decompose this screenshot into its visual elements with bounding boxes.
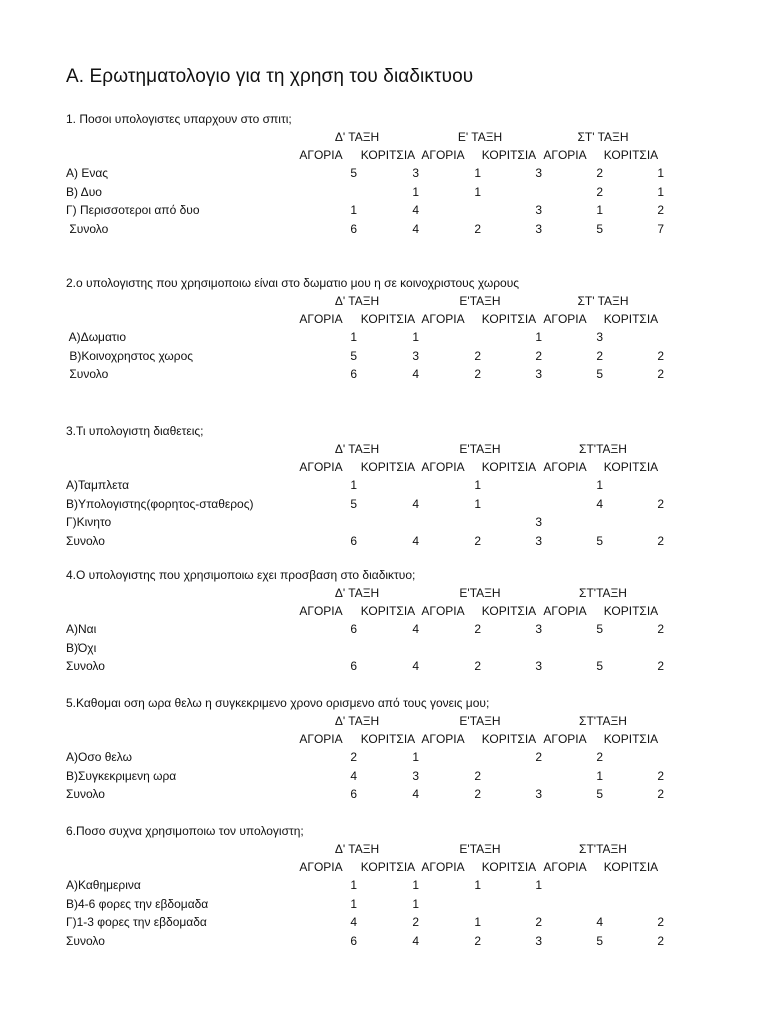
gender-header: ΚΟΡΙΤΣΙΑ	[481, 460, 537, 474]
table-row	[0, 166, 768, 184]
row-label: Α)Δωματιο	[66, 330, 126, 344]
table-row	[0, 478, 768, 496]
table-cell: 2	[657, 768, 664, 783]
table-cell: 1	[350, 478, 357, 492]
table-cell: 4	[596, 915, 603, 929]
table-cell: 5	[350, 496, 357, 511]
table-cell: 2	[657, 367, 664, 381]
row-label: Β)4-6 φορες την εβδομαδα	[66, 896, 209, 911]
row-label: Συνολο	[66, 933, 105, 948]
table-row	[0, 878, 768, 896]
grade-header: Ε'ΤΑΞΗ	[459, 586, 501, 600]
table-cell: 2	[412, 915, 419, 929]
table-cell: 2	[474, 221, 481, 236]
table-cell: 5	[596, 221, 603, 236]
gender-header: ΚΟΡΙΤΣΙΑ	[481, 148, 537, 162]
table-cell: 1	[596, 203, 603, 217]
table-cell: 3	[535, 515, 542, 529]
table-cell: 4	[596, 496, 603, 511]
table-cell: 5	[350, 166, 357, 180]
table-cell: 4	[412, 496, 419, 511]
row-label: Συνολο	[66, 533, 105, 548]
table-row	[0, 750, 768, 768]
gender-header: ΚΟΡΙΤΣΙΑ	[603, 604, 659, 618]
table-cell: 3	[535, 659, 542, 673]
question-section-6	[0, 824, 768, 964]
gender-header: ΚΟΡΙΤΣΙΑ	[603, 732, 659, 746]
table-cell: 1	[350, 330, 357, 344]
table-cell: 3	[535, 622, 542, 636]
table-cell: 6	[350, 659, 357, 673]
grade-header: ΣΤ' ΤΑΞΗ	[577, 294, 629, 308]
grade-header: Δ' ΤΑΞΗ	[334, 294, 380, 308]
gender-header: ΚΟΡΙΤΣΙΑ	[360, 860, 416, 874]
table-cell: 2	[535, 915, 542, 929]
table-row	[0, 330, 768, 348]
table-cell: 1	[412, 896, 419, 911]
question-text: 2.ο υπολογιστης που χρησιμοποιω είναι στο δωματιο μου η σε κοινοχριστους χωρους	[66, 276, 520, 290]
table-cell: 1	[474, 166, 481, 180]
table-cell: 1	[596, 768, 603, 783]
table-row	[0, 769, 768, 787]
table-cell: 1	[412, 184, 419, 199]
grade-header: ΣΤ'ΤΑΞΗ	[579, 442, 627, 456]
question-section-2	[0, 276, 768, 416]
gender-header: ΑΓΟΡΙΑ	[299, 148, 343, 162]
grade-header: Δ' ΤΑΞΗ	[334, 714, 380, 728]
table-cell: 4	[412, 533, 419, 548]
table-cell: 2	[535, 750, 542, 764]
gender-header: ΑΓΟΡΙΑ	[299, 860, 343, 874]
gender-header: ΚΟΡΙΤΣΙΑ	[603, 312, 659, 326]
table-cell: 2	[657, 659, 664, 673]
table-cell: 2	[474, 768, 481, 783]
table-cell: 1	[412, 878, 419, 892]
row-label: Γ)1-3 φορες την εβδομαδα	[66, 915, 207, 929]
question-text: 6.Ποσο συχνα χρησιμοποιω τον υπολογιστη;	[66, 824, 304, 838]
question-section-3	[0, 424, 768, 564]
table-row	[0, 622, 768, 640]
table-cell: 2	[657, 203, 664, 217]
grade-header: Ε'ΤΑΞΗ	[459, 442, 501, 456]
table-cell: 3	[535, 221, 542, 236]
gender-header: ΑΓΟΡΙΑ	[543, 148, 587, 162]
grade-header: ΣΤ'ΤΑΞΗ	[579, 586, 627, 600]
gender-header: ΑΓΟΡΙΑ	[543, 604, 587, 618]
table-cell: 6	[350, 622, 357, 636]
table-cell: 2	[474, 348, 481, 363]
grade-header: Ε'ΤΑΞΗ	[459, 294, 501, 308]
table-row	[0, 222, 768, 240]
table-cell: 2	[657, 915, 664, 929]
table-cell: 4	[412, 659, 419, 673]
row-label: Β) Δυο	[66, 184, 102, 199]
gender-header: ΑΓΟΡΙΑ	[421, 732, 465, 746]
grade-header: Ε'ΤΑΞΗ	[459, 714, 501, 728]
table-cell: 1	[657, 166, 664, 180]
table-cell: 1	[350, 896, 357, 911]
gender-header: ΑΓΟΡΙΑ	[299, 312, 343, 326]
table-cell: 3	[535, 367, 542, 381]
table-cell: 1	[596, 478, 603, 492]
gender-header: ΑΓΟΡΙΑ	[299, 604, 343, 618]
table-cell: 3	[412, 768, 419, 783]
question-text: 3.Τι υπολογιστη διαθετεις;	[66, 424, 204, 438]
table-cell: 6	[350, 533, 357, 548]
grade-header: Δ' ΤΑΞΗ	[334, 442, 380, 456]
table-cell: 7	[657, 221, 664, 236]
gender-header: ΑΓΟΡΙΑ	[421, 460, 465, 474]
table-cell: 2	[350, 750, 357, 764]
gender-header: ΚΟΡΙΤΣΙΑ	[360, 732, 416, 746]
gender-header: ΚΟΡΙΤΣΙΑ	[603, 460, 659, 474]
grade-header: ΣΤ'ΤΑΞΗ	[579, 842, 627, 856]
row-label: Β)Κοινοχρηστος χωρος	[66, 348, 194, 363]
row-label: Α)Ταμπλετα	[66, 478, 129, 492]
table-cell: 2	[596, 184, 603, 199]
row-label: Συνολο	[66, 659, 105, 673]
table-row	[0, 367, 768, 385]
table-cell: 2	[535, 348, 542, 363]
table-cell: 3	[535, 203, 542, 217]
row-label: Γ) Περισσοτεροι από δυο	[66, 203, 200, 217]
table-cell: 1	[474, 496, 481, 511]
grade-header: ΣΤ'ΤΑΞΗ	[579, 714, 627, 728]
gender-header: ΑΓΟΡΙΑ	[421, 148, 465, 162]
question-section-1	[0, 112, 768, 252]
grade-header: ΣΤ' ΤΑΞΗ	[577, 130, 629, 144]
table-cell: 3	[535, 933, 542, 948]
table-cell: 3	[535, 787, 542, 801]
gender-header: ΚΟΡΙΤΣΙΑ	[603, 860, 659, 874]
table-cell: 2	[657, 787, 664, 801]
table-cell: 6	[350, 221, 357, 236]
table-cell: 5	[596, 533, 603, 548]
table-cell: 5	[596, 787, 603, 801]
gender-header: ΚΟΡΙΤΣΙΑ	[481, 732, 537, 746]
question-section-4	[0, 568, 768, 708]
table-cell: 5	[596, 367, 603, 381]
table-cell: 2	[474, 659, 481, 673]
gender-header: ΚΟΡΙΤΣΙΑ	[360, 312, 416, 326]
table-row	[0, 659, 768, 677]
row-label: Γ)Κινητο	[66, 515, 112, 529]
table-cell: 1	[412, 330, 419, 344]
table-cell: 2	[474, 933, 481, 948]
table-cell: 4	[412, 221, 419, 236]
question-text: 1. Ποσοι υπολογιστες υπαρχουν στο σπιτι;	[66, 112, 292, 126]
table-cell: 4	[412, 367, 419, 381]
table-row	[0, 203, 768, 221]
grade-header: Δ' ΤΑΞΗ	[334, 586, 380, 600]
table-cell: 6	[350, 933, 357, 948]
table-cell: 1	[350, 878, 357, 892]
row-label: Β)Συγκεκριμενη ωρα	[66, 768, 177, 783]
table-cell: 4	[350, 915, 357, 929]
table-cell: 2	[474, 533, 481, 548]
question-text: 5.Καθομαι οση ωρα θελω η συγκεκριμενο χρονο ορισμενο από τους γονεις μου;	[66, 696, 490, 710]
table-cell: 1	[474, 184, 481, 199]
table-cell: 2	[657, 496, 664, 511]
table-cell: 3	[535, 166, 542, 180]
table-cell: 5	[350, 348, 357, 363]
table-row	[0, 934, 768, 952]
grade-header: Δ' ΤΑΞΗ	[334, 130, 380, 144]
table-cell: 4	[412, 933, 419, 948]
row-label: Β)Όχι	[66, 640, 97, 655]
gender-header: ΚΟΡΙΤΣΙΑ	[481, 604, 537, 618]
gender-header: ΑΓΟΡΙΑ	[543, 312, 587, 326]
gender-header: ΑΓΟΡΙΑ	[299, 460, 343, 474]
gender-header: ΚΟΡΙΤΣΙΑ	[481, 312, 537, 326]
table-cell: 1	[474, 878, 481, 892]
row-label: Α)Ναι	[66, 622, 97, 636]
question-text: 4.Ο υπολογιστης που χρησιμοποιω εχει προσβαση στο διαδικτυο;	[66, 568, 416, 582]
table-cell: 3	[412, 166, 419, 180]
table-cell: 4	[412, 787, 419, 801]
table-cell: 2	[596, 166, 603, 180]
table-row	[0, 915, 768, 933]
table-cell: 5	[596, 659, 603, 673]
table-cell: 3	[412, 348, 419, 363]
table-cell: 6	[350, 787, 357, 801]
gender-header: ΑΓΟΡΙΑ	[543, 860, 587, 874]
table-cell: 4	[350, 768, 357, 783]
gender-header: ΑΓΟΡΙΑ	[421, 860, 465, 874]
table-cell: 1	[474, 478, 481, 492]
table-row	[0, 185, 768, 203]
table-cell: 1	[350, 203, 357, 217]
table-row	[0, 534, 768, 552]
row-label: Συνολο	[66, 367, 109, 381]
table-row	[0, 349, 768, 367]
grade-header: Ε'ΤΑΞΗ	[459, 842, 501, 856]
gender-header: ΑΓΟΡΙΑ	[299, 732, 343, 746]
table-cell: 3	[596, 330, 603, 344]
gender-header: ΑΓΟΡΙΑ	[421, 312, 465, 326]
grade-header: Δ' ΤΑΞΗ	[334, 842, 380, 856]
document-title: Α. Ερωτηματολογιο για τη χρηση του διαδικτυου	[66, 66, 474, 87]
gender-header: ΚΟΡΙΤΣΙΑ	[603, 148, 659, 162]
table-cell: 2	[474, 622, 481, 636]
table-cell: 1	[474, 915, 481, 929]
gender-header: ΑΓΟΡΙΑ	[543, 732, 587, 746]
table-cell: 5	[596, 622, 603, 636]
table-cell: 6	[350, 367, 357, 381]
grade-header: Ε' ΤΑΞΗ	[457, 130, 503, 144]
row-label: Α) Ενας	[66, 166, 109, 180]
table-cell: 4	[412, 203, 419, 217]
table-row	[0, 515, 768, 533]
table-cell: 4	[412, 622, 419, 636]
table-cell: 2	[657, 622, 664, 636]
gender-header: ΚΟΡΙΤΣΙΑ	[360, 460, 416, 474]
table-cell: 2	[596, 750, 603, 764]
row-label: Α)Καθημερινα	[66, 878, 141, 892]
gender-header: ΑΓΟΡΙΑ	[543, 460, 587, 474]
table-cell: 1	[535, 330, 542, 344]
table-cell: 2	[657, 348, 664, 363]
table-cell: 2	[657, 933, 664, 948]
table-cell: 1	[657, 184, 664, 199]
table-cell: 2	[596, 348, 603, 363]
row-label: Συνολο	[66, 221, 109, 236]
gender-header: ΚΟΡΙΤΣΙΑ	[360, 148, 416, 162]
row-label: Συνολο	[66, 787, 105, 801]
table-cell: 5	[596, 933, 603, 948]
table-cell: 1	[412, 750, 419, 764]
row-label: Α)Οσο θελω	[66, 750, 132, 764]
table-cell: 2	[474, 367, 481, 381]
table-row	[0, 641, 768, 659]
question-section-5	[0, 696, 768, 836]
table-row	[0, 787, 768, 805]
gender-header: ΚΟΡΙΤΣΙΑ	[360, 604, 416, 618]
table-row	[0, 497, 768, 515]
table-row	[0, 897, 768, 915]
table-cell: 2	[474, 787, 481, 801]
table-cell: 2	[657, 533, 664, 548]
gender-header: ΑΓΟΡΙΑ	[421, 604, 465, 618]
table-cell: 1	[535, 878, 542, 892]
row-label: Β)Υπολογιστης(φορητος-σταθερος)	[66, 496, 254, 511]
table-cell: 3	[535, 533, 542, 548]
gender-header: ΚΟΡΙΤΣΙΑ	[481, 860, 537, 874]
